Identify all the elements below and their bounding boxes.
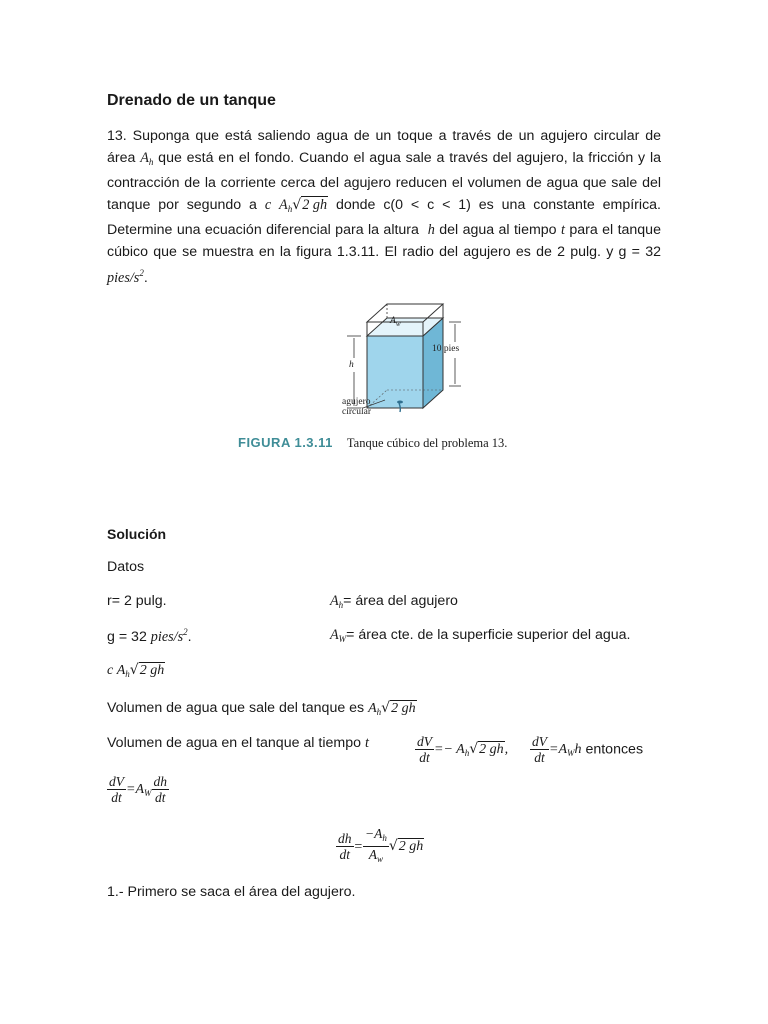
math-t: t bbox=[560, 222, 565, 238]
figure-caption bbox=[238, 435, 507, 451]
equation-dv-dt-1: $\frac{dV}{dt}$ =− $A_h√2$ gh, bbox=[417, 734, 509, 765]
math-c: c bbox=[264, 196, 272, 213]
gravity-value: g = 32 pies/$s^2$. bbox=[107, 627, 192, 645]
figure-caption-text: Tanque cúbico del problema 13. bbox=[346, 436, 508, 450]
hole-label: agujero circular bbox=[342, 397, 372, 417]
flow-expression: c $A_h√2$ gh bbox=[107, 662, 165, 679]
tank-illustration bbox=[235, 300, 535, 435]
height-label: 10 pies bbox=[432, 344, 460, 354]
equation-dv-dt-3: $\frac{dV}{dt}$ $=A_W$ $\frac{dh}{dt}$ bbox=[109, 774, 167, 805]
solution-heading: Solución bbox=[107, 526, 167, 542]
equation-dv-dt-2: $\frac{dV}{dt}$ $=A_Wh$ entonces bbox=[532, 734, 644, 765]
problem-text-4: del agua al tiempo bbox=[434, 222, 561, 238]
ah-definition: $A_h=$ área del agujero bbox=[330, 593, 458, 610]
math-sub-h: h bbox=[148, 156, 154, 167]
problem-text-5: para el tanque cúbico que se muestra en la figura 1.3.11. El radio del agujero es de 2 pulg. y g = 32 bbox=[107, 222, 661, 260]
problem-text-1: 13. Suponga que está saliendo agua de un toque a través de un agujero circular de área bbox=[107, 128, 661, 166]
units: pies/s bbox=[107, 270, 140, 286]
math-h: h bbox=[427, 222, 435, 238]
step-one: 1.- Primero se saca el área del agujero. bbox=[107, 884, 356, 900]
final-equation: $\frac{dh}{dt}$ = $\frac{-A_h}{A_w}$ √2 gh bbox=[338, 826, 424, 864]
sqrt-expression: √2 gh bbox=[292, 196, 328, 213]
problem-statement: 13. Suponga que está saliendo agua de un toque a través de un agujero circular de área $A_h$ que está en el fondo. Cuando el agua sale a través del agujero, la fricción y la contracción de la corriente cerca del agujero reducen el volumen de agua que sale del tanque por segundo a c $A_h√2$ gh donde c(0 < c < 1) es una constante empírica. Determine una ecuación diferencial para la altura h del agua al tiempo t para el tanque cúbico que se muestra en la figura 1.3.11. El radio del agujero es de 2 pulg. y g = 32 pies/$s^2$. bbox=[107, 128, 661, 286]
radius-value: r= 2 pulg. bbox=[107, 593, 167, 609]
page-title: Drenado de un tanque bbox=[107, 92, 276, 109]
datos-label: Datos bbox=[107, 559, 145, 575]
math-sub-h: h bbox=[287, 203, 293, 214]
figure-number: FIGURA 1.3.11 bbox=[238, 435, 333, 450]
math-a: A bbox=[279, 196, 288, 213]
aw-definition: $A_W=$ área cte. de la superficie superior del agua. bbox=[330, 627, 631, 644]
volume-out-line: Volumen de agua que sale del tanque es $A_h√2$ gh bbox=[107, 700, 416, 717]
units-exponent: 2 bbox=[139, 268, 144, 278]
problem-text-2: que está en el fondo. Cuando el agua sale a través del agujero, la fricción y la contracción de la corriente cerca del agujero reducen el volumen de agua que sale del tanque por segundo a bbox=[107, 149, 661, 213]
math-a: A bbox=[140, 149, 149, 166]
aw-label: $A_w$ bbox=[390, 316, 401, 328]
problem-text-3: donde c(0 < c < 1) es una constante empírica. Determine una ecuación diferencial para la altura bbox=[107, 196, 661, 238]
h-label: h bbox=[349, 360, 354, 370]
volume-tank-line: Volumen de agua en el tanque al tiempo t bbox=[107, 735, 369, 751]
